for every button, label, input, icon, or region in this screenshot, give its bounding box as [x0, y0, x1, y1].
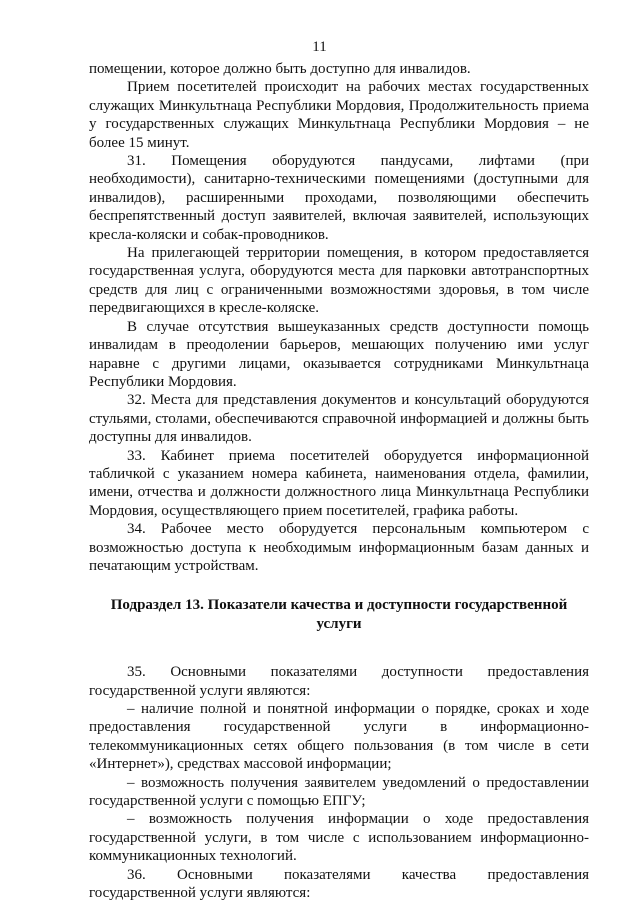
paragraph: помещении, которое должно быть доступно для инвалидов.: [89, 61, 471, 77]
paragraph: – возможность получения заявителем уведомлений о предоставлении государственной услуги с помощью ЕПГУ;: [89, 774, 589, 810]
paragraph: Прием посетителей происходит на рабочих местах государственных служащих Минкультнаца Республики Мордовия, Продолжительность приема у государственных служащих Минкультнаца Республики Мордовия – не более 15 минут.: [89, 79, 589, 151]
paragraph: 31. Помещения оборудуются пандусами, лифтами (при необходимости), санитарно-техническими помещениями (доступными для инвалидов), расширенными проходами, позволяющими обеспечить беспрепятственный доступ заявителей, включая заявителей, использующих кресла-коляски и собак-проводников.: [89, 153, 589, 243]
section-heading: Подраздел 13. Показатели качества и доступности государственной услуги: [110, 597, 568, 632]
paragraph: 34. Рабочее место оборудуется персональным компьютером с возможностью доступа к необходимым информационным базам данных и печатающим устройствам.: [89, 521, 589, 574]
paragraph-group-before: [89, 60, 589, 575]
paragraph: 33. Кабинет приема посетителей оборудуется информационной табличкой с указанием номера кабинета, наименования отдела, фамилии, имени, отчества и должности должностного лица Минкультнаца Республики Мордовия, осуществляющего прием посетителей, графика работы.: [89, 447, 589, 519]
page-number: 11: [312, 39, 327, 55]
paragraph: 32. Места для представления документов и консультаций оборудуются стульями, столами, обеспечиваются справочной информацией и должны быть доступны для инвалидов.: [89, 392, 589, 446]
paragraph: 35. Основными показателями доступности предоставления государственной услуги являются:: [89, 664, 589, 699]
document-body: [89, 60, 589, 902]
paragraph: 36. Основными показателями качества предоставления государственной услуги являются:: [89, 866, 589, 902]
paragraph: – наличие полной и понятной информации о порядке, сроках и ходе предоставления государственной услуги в информационно-телекоммуникационных сетях общего пользования (в том числе в сети «Интернет»), средствах массовой информации;: [89, 701, 589, 773]
paragraph: – возможность получения информации о ходе предоставления государственной услуги, в том числе с использованием информационно-коммуникационных технологий.: [89, 811, 589, 865]
paragraph: На прилегающей территории помещения, в котором предоставляется государственная услуга, оборудуются места для парковки автотранспортных средств для лиц с ограниченными возможностями здоровья, в том числе передвигающихся в кресле-коляске.: [89, 245, 589, 317]
paragraph: В случае отсутствия вышеуказанных средств доступности помощь инвалидам в преодолении барьеров, мешающих получению ими услуг наравне с другими лицами, оказывается сотрудниками Минкультнаца Республики Мордовия.: [89, 318, 589, 390]
paragraph-group-after: [89, 663, 589, 902]
